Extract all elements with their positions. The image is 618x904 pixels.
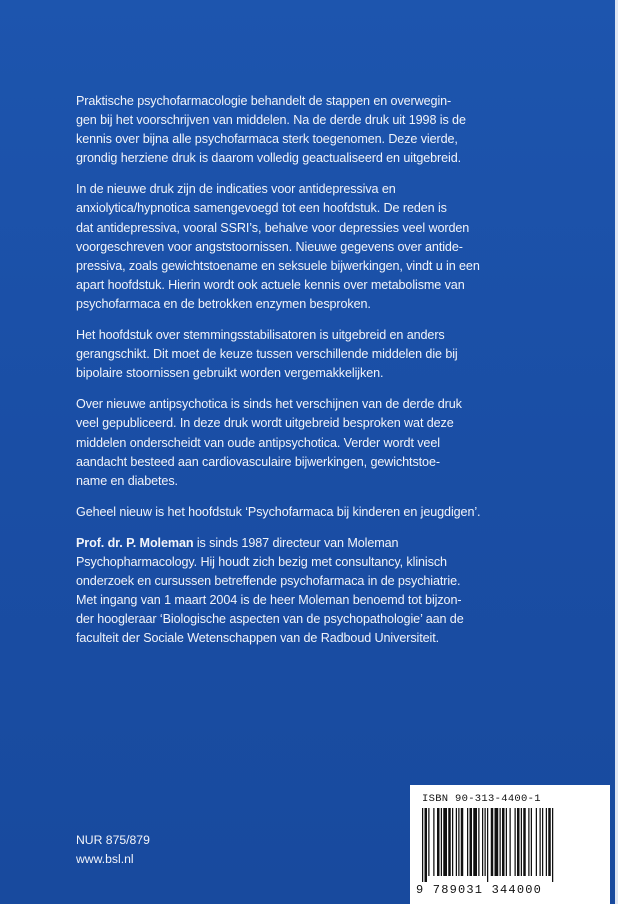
barcode-bar <box>485 808 486 876</box>
barcode-bar <box>487 808 488 882</box>
barcode-bar <box>443 808 447 876</box>
barcode-bar <box>506 808 507 876</box>
paragraph-children: Geheel nieuw is het hoofdstuk ‘Psychofarmaca bij kinderen en jeugdigen’. <box>76 504 481 519</box>
paragraph-antipsychotics: Over nieuwe antipsychotica is sinds het verschijnen van de derde druk veel gepubliceerd. In deze druk wordt uitgebreid besproken wat deze middelen onderscheidt van oude antipsychotica. Verder wordt veel aandacht besteed aan cardiovasculaire bijwerkingen, gewichtstoe- name en diabetes. <box>76 397 462 488</box>
barcode-bar <box>491 808 494 876</box>
barcode-bar <box>531 808 532 876</box>
barcode-bar <box>523 808 526 876</box>
barcode-bar <box>452 808 453 876</box>
barcode-bar <box>548 808 551 876</box>
barcode-bar <box>510 808 511 876</box>
barcode-bar <box>478 808 479 876</box>
barcode-bar <box>458 808 459 876</box>
paragraph-mood-stabilizers: Het hoofdstuk over stemmingsstabilisatoren is uitgebreid en anders gerangschikt. Dit moet de keuze tussen verschillende middelen die bij bipolaire stoornissen gebruikt worden vergemakkelijken. <box>76 328 458 381</box>
barcode-bar <box>540 808 541 876</box>
nur-code: NUR 875/879 <box>76 833 150 847</box>
barcode-bar <box>437 808 440 876</box>
publisher-website: www.bsl.nl <box>76 852 134 866</box>
barcode-icon <box>418 808 604 882</box>
barcode-bar <box>470 808 473 876</box>
barcode-bar <box>425 808 428 882</box>
barcode-bar <box>428 808 429 876</box>
author-bio <box>76 534 546 649</box>
paragraph-intro: Praktische psychofarmacologie behandelt de stappen en overwegin- gen bij het voorschrijven van middelen. Na de derde druk uit 1998 is de kennis over bijna alle psychofarmaca sterk toegenomen. Deze vierde, grondig herziene druk is daarom volledig geactualiseerd en uitgebreid. <box>76 94 466 166</box>
barcode-bar <box>502 808 505 876</box>
barcode-bar <box>441 808 442 876</box>
barcode-bar <box>482 808 483 876</box>
barcode-bar <box>500 808 501 876</box>
blurb-text <box>76 92 546 660</box>
barcode-bar <box>528 808 529 876</box>
barcode-bar <box>542 808 543 876</box>
barcode-bar <box>495 808 499 876</box>
barcode-bar <box>552 808 553 882</box>
barcode-bar <box>461 808 464 876</box>
barcode-bar <box>456 808 457 876</box>
author-bio-text: is sinds 1987 directeur van Moleman Psychopharmacology. Hij houdt zich bezig met consultancy, klinisch onderzoek en cursussen betreffende psychofarmaca in de psychiatrie. Met ingang van 1 maart 2004 is de heer Moleman benoemd tot bijzon- der hoogleraar ‘Biologische aspecten van de psychopathologie’ aan de faculteit der Sociale Wetenschappen van de Radboud Universiteit. <box>76 535 464 646</box>
isbn-barcode-box <box>410 785 610 904</box>
author-name: Prof. dr. P. Moleman <box>76 535 194 550</box>
barcode-bar <box>473 808 477 876</box>
publisher-info <box>76 831 150 869</box>
barcode-bar <box>517 808 520 876</box>
barcode-bar <box>433 808 434 876</box>
barcode-bar <box>515 808 516 876</box>
barcode-bar <box>546 808 547 876</box>
barcode-bar <box>467 808 468 876</box>
barcode-bar <box>448 808 451 876</box>
isbn-label: ISBN 90-313-4400-1 <box>422 793 541 805</box>
barcode-digits: 9 789031 344000 <box>416 883 543 897</box>
barcode-bar <box>536 808 537 876</box>
paragraph-antidepressants: In de nieuwe druk zijn de indicaties voor antidepressiva en anxiolytica/hypnotica samengevoegd tot een hoofdstuk. De reden is dat antidepressiva, vooral SSRI’s, behalve voor depressies veel worden voorgeschreven voor angststoornissen. Nieuwe gegevens over antide- pressiva, zoals gewichtstoename en seksuele bijwerkingen, vindt u in een apart hoofdstuk. Hierin wordt ook actuele kennis over metabolisme van psychofarmaca en de betrokken enzymen besproken. <box>76 182 480 311</box>
barcode-bar <box>521 808 522 876</box>
barcode-bar <box>422 808 423 882</box>
